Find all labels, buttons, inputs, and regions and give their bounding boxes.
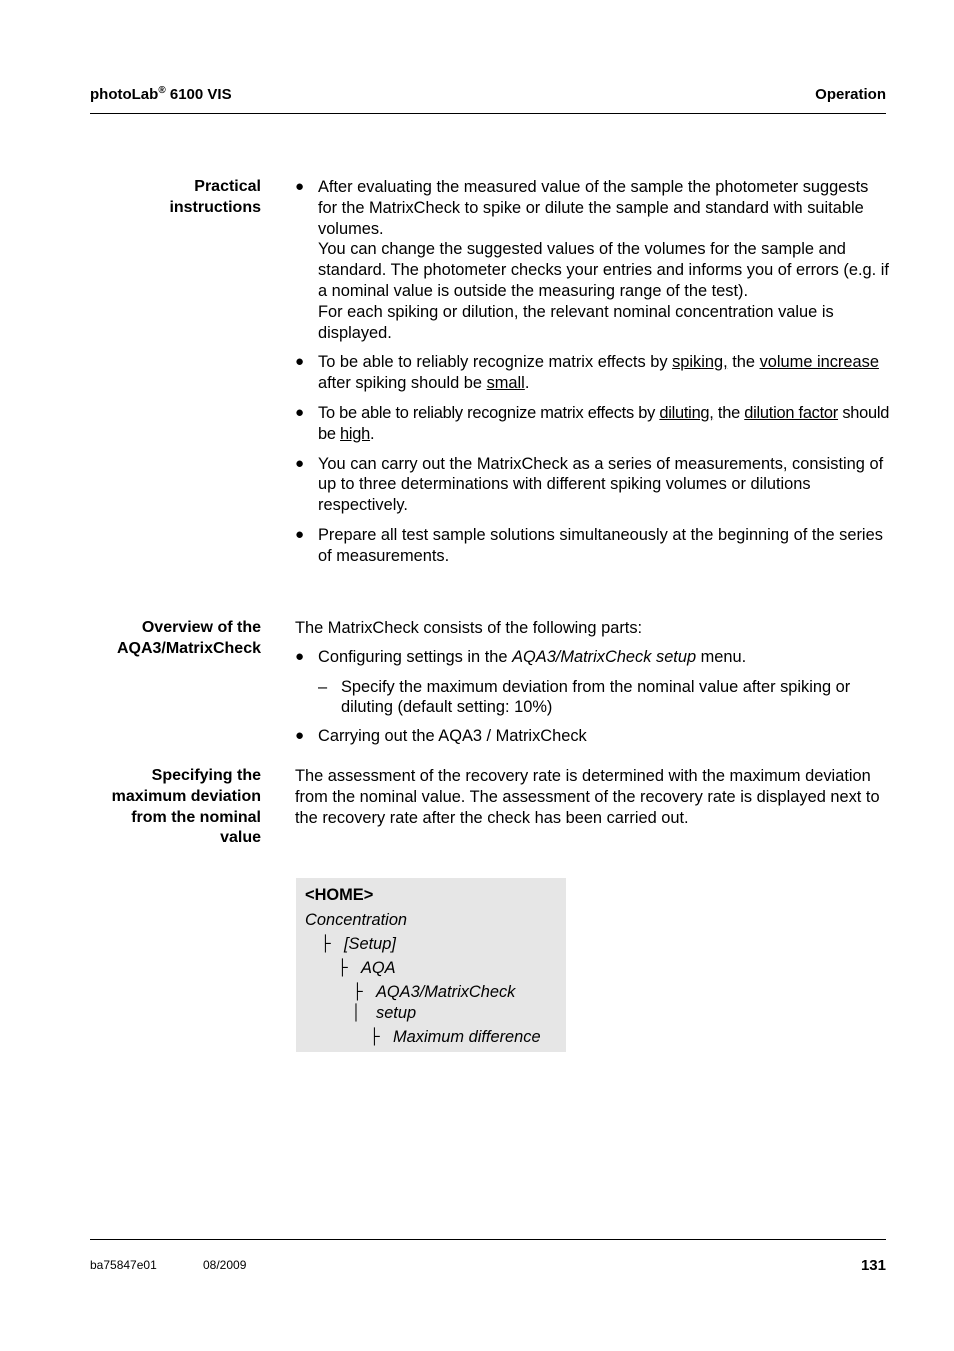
footer-date: 08/2009 bbox=[203, 1258, 247, 1272]
page-number: 131 bbox=[860, 1257, 886, 1274]
list-item: ● Configuring settings in the AQA3/MatrixCheck setup menu. bbox=[295, 647, 747, 666]
overview-content bbox=[295, 618, 890, 747]
specifying-heading: Specifying the maximum deviation from the nominal value bbox=[111, 767, 261, 847]
list-item: ● After evaluating the measured value of the sample the photometer suggests for the MatrixCheck to spike or dilute the sample and standard with suitable volumes. You can change the suggested values of the volumes for the sample and standard. The photometer checks your entries and informs you of errors (e.g. if a nominal value is outside the measuring range of the test). For each spiking or dilution, the relevant nominal concentration value is displayed. bbox=[295, 178, 889, 342]
menu-level-setup: [Setup] bbox=[344, 935, 396, 953]
list-item: ● Carrying out the AQA3 / MatrixCheck bbox=[295, 727, 587, 746]
dash-icon: – bbox=[318, 677, 328, 696]
practical-list bbox=[295, 177, 890, 567]
list-item: ● To be able to reliably recognize matrix effects by diluting, the dilution factor should be high. bbox=[295, 403, 890, 443]
bullet-icon: ● bbox=[295, 454, 305, 472]
list-item: – Specify the maximum deviation from the nominal value after spiking or diluting (default setting: 10%) bbox=[318, 677, 851, 717]
bullet-icon: ● bbox=[295, 647, 305, 665]
menu-path-box bbox=[296, 878, 566, 1052]
bullet-icon: ● bbox=[295, 727, 305, 745]
overview-intro: The MatrixCheck consists of the following parts: bbox=[295, 619, 643, 637]
list-item: ● To be able to reliably recognize matrix effects by spiking, the volume increase after spiking should be small. bbox=[295, 353, 879, 393]
overview-heading: Overview of the AQA3/MatrixCheck bbox=[116, 619, 261, 657]
tree-line-icon: │ bbox=[352, 1004, 362, 1021]
bullet-icon: ● bbox=[295, 178, 305, 195]
tree-branch-icon: ├ bbox=[337, 959, 348, 976]
bullet-icon: ● bbox=[295, 353, 305, 371]
tree-branch-icon: ├ bbox=[320, 935, 331, 952]
header-section: Operation bbox=[815, 86, 886, 103]
menu-level-matrixcheck: AQA3/MatrixCheck setup bbox=[376, 983, 516, 1022]
tree-branch-icon: ├ bbox=[352, 983, 363, 1000]
bullet-icon: ● bbox=[295, 525, 305, 543]
menu-home: <HOME> bbox=[305, 886, 374, 904]
list-item: ● Prepare all test sample solutions simultaneously at the beginning of the series of measurements. bbox=[295, 525, 883, 565]
practical-heading: Practical instructions bbox=[169, 178, 261, 216]
menu-level-aqa: AQA bbox=[361, 959, 396, 977]
header-product: photoLab® 6100 VIS bbox=[90, 85, 232, 103]
bullet-icon: ● bbox=[295, 403, 304, 421]
specifying-text: The assessment of the recovery rate is determined with the maximum deviation from the nominal value. The assessment of the recovery rate is displayed next to the recovery rate after the check has been carried out. bbox=[295, 767, 880, 827]
menu-level-max-difference: Maximum difference bbox=[393, 1028, 541, 1046]
header-rule bbox=[90, 113, 886, 114]
menu-level-concentration: Concentration bbox=[305, 911, 408, 929]
footer-doc-id: ba75847e01 bbox=[90, 1258, 157, 1272]
tree-branch-icon: ├ bbox=[369, 1028, 380, 1045]
list-item: ● You can carry out the MatrixCheck as a series of measurements, consisting of up to three determinations with different spiking volumes or dilutions respectively. bbox=[295, 454, 884, 515]
footer-rule bbox=[90, 1239, 886, 1240]
